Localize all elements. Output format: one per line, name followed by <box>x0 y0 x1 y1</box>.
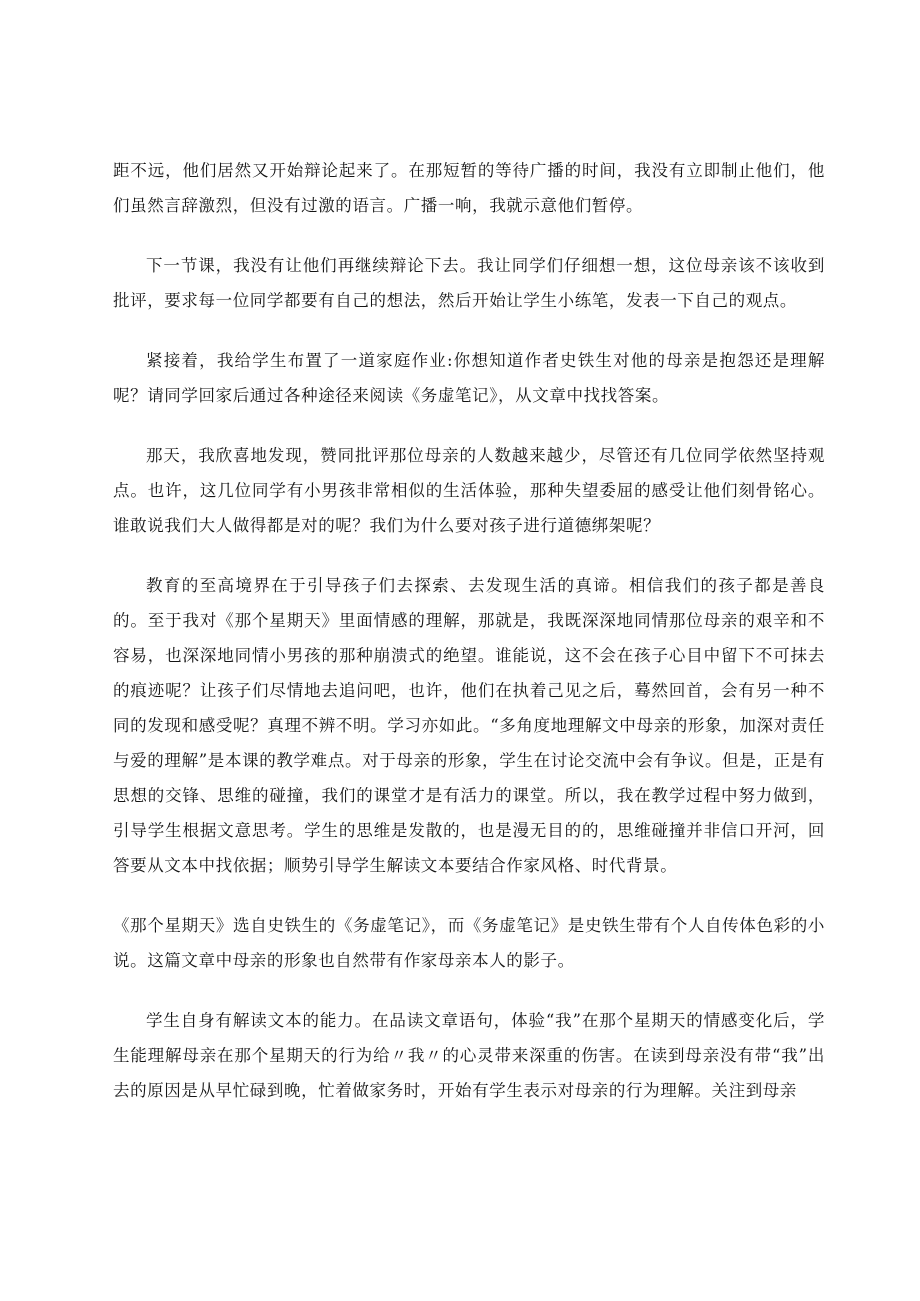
paragraph-6: 《那个星期天》选自史铁生的《务虚笔记》，而《务虚笔记》是史铁生带有个人自传体色彩的小说。这篇文章中母亲的形象也自然带有作家母亲本人的影子。 <box>113 916 825 970</box>
paragraph-5: 教育的至高境界在于引导孩子们去探索、去发现生活的真谛。相信我们的孩子都是善良的。至于我对《那个星期天》里面情感的理解，那就是，我既深深地同情那位母亲的艰辛和不容易，也深深地同情小男孩的那种崩溃式的绝望。谁能说，这不会在孩子心目中留下不可抹去的痕迹呢？让孩子们尽情地去追问吧，也许，他们在执着己见之后，蓦然回首，会有另一种不同的发现和感受呢？真理不辨不明。学习亦如此。“多角度地理解文中母亲的形象，加深对责任与爱的理解”是本课的教学难点。对于母亲的形象，学生在讨论交流中会有争议。但是，正是有思想的交锋、思维的碰撞，我们的课堂才是有活力的课堂。所以，我在教学过程中努力做到，引导学生根据文意思考。学生的思维是发散的，也是漫无目的的，思维碰撞并非信口开河，回答要从文本中找依据；顺势引导学生解读文本要结合作家风格、时代背景。 <box>113 576 825 875</box>
paragraph-1: 距不远，他们居然又开始辩论起来了。在那短暂的等待广播的时间，我没有立即制止他们，他们虽然言辞激烈，但没有过激的语言。广播一响，我就示意他们暂停。 <box>113 161 825 215</box>
paragraph-4: 那天，我欣喜地发现，赞同批评那位母亲的人数越来越少，尽管还有几位同学依然坚持观点。也许，这几位同学有小男孩非常相似的生活体验，那种失望委屈的感受让他们刻骨铭心。谁敢说我们大人做得都是对的呢？我们为什么要对孩子进行道德绑架呢？ <box>113 446 825 535</box>
paragraph-2: 下一节课，我没有让他们再继续辩论下去。我让同学们仔细想一想，这位母亲该不该收到批评，要求每一位同学都要有自己的想法，然后开始让学生小练笔，发表一下自己的观点。 <box>113 256 825 310</box>
paragraph-3: 紧接着，我给学生布置了一道家庭作业:你想知道作者史铁生对他的母亲是抱怨还是理解呢？请同学回家后通过各种途径来阅读《务虚笔记》，从文章中找找答案。 <box>113 351 825 405</box>
document-body <box>113 153 825 1133</box>
paragraph-7: 学生自身有解读文本的能力。在品读文章语句，体验“我”在那个星期天的情感变化后，学生能理解母亲在那个星期天的行为给〃我〃的心灵带来深重的伤害。在读到母亲没有带“我”出去的原因是从早忙碌到晚，忙着做家务时，开始有学生表示对母亲的行为理解。关注到母亲 <box>113 1011 825 1100</box>
